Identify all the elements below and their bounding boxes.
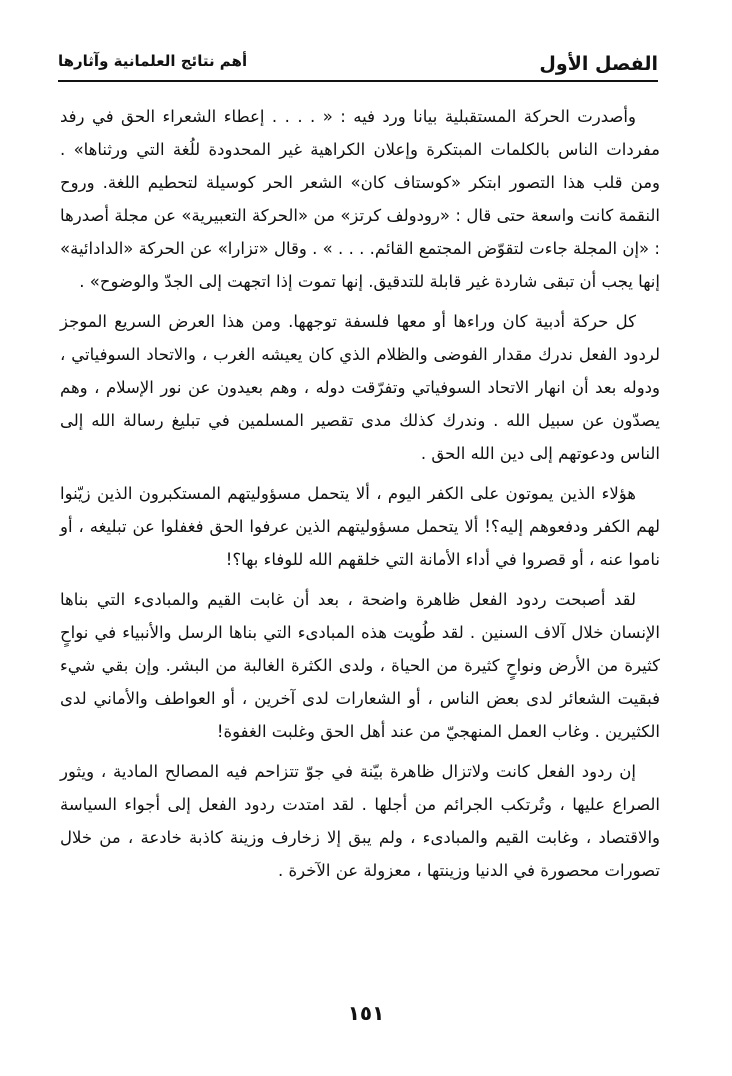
header-rule [58,80,658,82]
paragraph: هؤلاء الذين يموتون على الكفر اليوم ، ألا يتحمل مسؤوليتهم المستكبرون الذين زيّنوا لهم الكفر ودفعوهم إليه؟! ألا يتحمل مسؤوليتهم الذين عرفوا الحق فغفلوا عن تبليغه ، أو ناموا عنه ، أو قصروا في أداء الأمانة التي خلقهم الله للوفاء بها؟! [60,484,660,569]
page-number: ١٥١ [347,1001,385,1025]
body-text [60,100,660,894]
running-header [58,40,658,82]
book-title: أهم نتائج العلمانية وآثارها [58,52,248,70]
paragraph: كل حركة أدبية كان وراءها أو معها فلسفة توجهها. ومن هذا العرض السريع الموجز لردود الفعل ندرك مقدار الفوضى والظلام الذي كان يعيشه الغرب ، والاتحاد السوفياتي ، ودوله بعد أن انهار الاتحاد السوفياتي وتفرّقت دوله ، وهم بعيدون عن نور الإسلام ، وهم يصدّون عن سبيل الله . وندرك كذلك مدى تقصير المسلمين في تبليغ رسالة الله إلى الناس ودعوتهم إلى دين الله الحق . [60,312,660,463]
paragraph: لقد أصبحت ردود الفعل ظاهرة واضحة ، بعد أن غابت القيم والمبادىء التي بناها الإنسان خلال آلاف السنين . لقد طُويت هذه المبادىء التي بناها الرسل والأنبياء في نواحٍ كثيرة من الأرض ونواحٍ كثيرة من الحياة ، ولدى الكثرة الغالبة من البشر. وإن بقي شيء فبقيت الشعائر لدى بعض الناس ، أو الشعارات لدى آخرين ، أو العواطف والأماني لدى الكثيرين . وغاب العمل المنهجيّ من عند أهل الحق وغلبت الغفوة! [60,590,660,741]
paragraph: إن ردود الفعل كانت ولاتزال ظاهرة بيّنة في جوّ تتزاحم فيه المصالح المادية ، ويثور الصراع عليها ، وتُرتكب الجرائم من أجلها . لقد امتدت ردود الفعل إلى أجواء السياسة والاقتصاد ، وغابت القيم والمبادىء ، ولم يبق إلا زخارف وزينة كاذبة خادعة ، من خلال تصورات محصورة في الدنيا وزينتها ، معزولة عن الآخرة . [60,762,660,880]
chapter-title: الفصل الأول [539,53,658,75]
paragraph: وأصدرت الحركة المستقبلية بيانا ورد فيه : « . . . . إعطاء الشعراء الحق في رفد مفردات الناس بالكلمات المبتكرة وإعلان الكراهية غير المحدودة للُغة التي ورثناها» . ومن قلب هذا التصور ابتكر «كوستاف كان» الشعر الحر كوسيلة لتحطيم اللغة. وروح النقمة كانت واسعة حتى قال : «رودولف كرتز» من «الحركة التعبيرية» عن مجلة أصدرها : «إن المجلة جاءت لتقوّض المجتمع القائم. . . . » . وقال «تزارا» عن الحركة «الدادائية» إنها يجب أن تبقى شاردة غير قابلة للتدقيق. إنها تموت إذا اتجهت إلى الجدّ والوضوح» . [60,107,660,291]
